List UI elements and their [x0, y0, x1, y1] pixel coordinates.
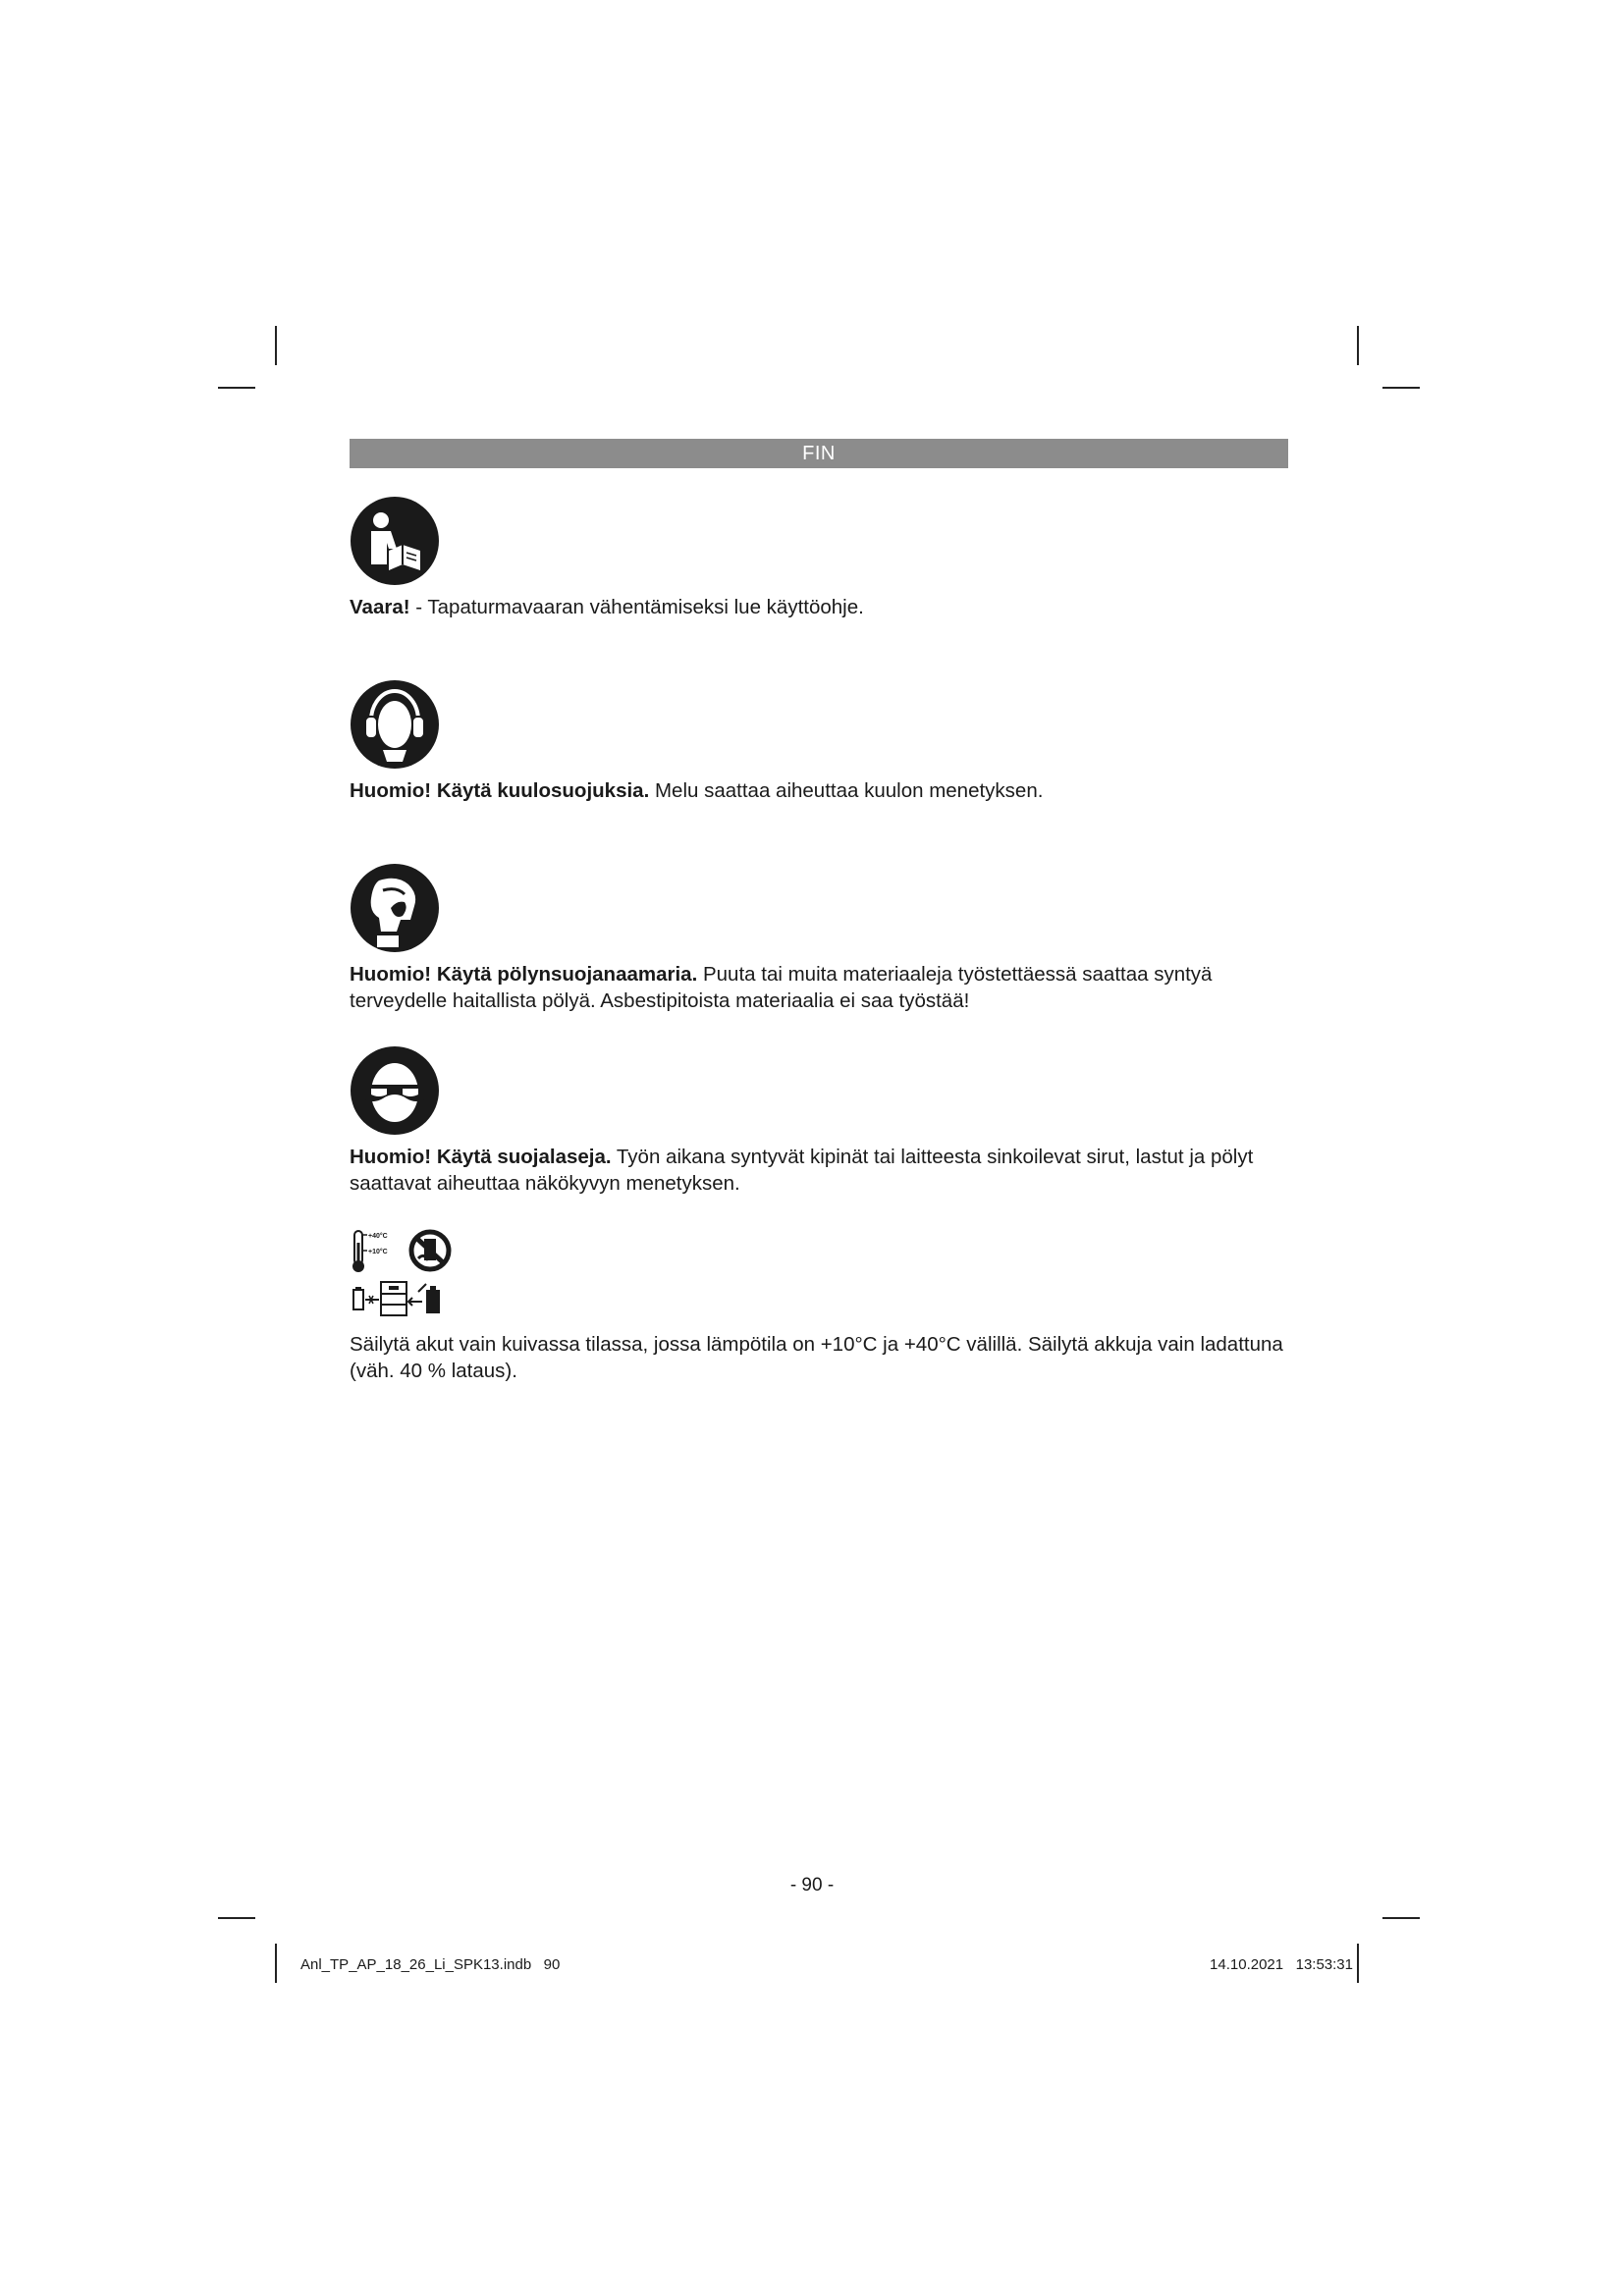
- warning-safety-goggles: [350, 1045, 1292, 1197]
- print-file-name: Anl_TP_AP_18_26_Li_SPK13.indb 90: [300, 1956, 561, 1973]
- warning-body: Puuta tai muita materiaaleja työstettäessä saattaa syntyä terveydelle haitallista pölyä. Asbestipitoista materiaalia ei saa työstää!: [350, 963, 1213, 1012]
- page-number: - 90 -: [789, 1875, 835, 1896]
- crop-mark: [218, 1917, 255, 1919]
- crop-mark: [218, 387, 255, 389]
- warning-body: Melu saattaa aiheuttaa kuulon menetyksen.: [649, 779, 1044, 802]
- warning-title: Huomio! Käytä suojalaseja.: [350, 1146, 612, 1168]
- ear-protection-icon: [350, 679, 440, 770]
- warning-text: [350, 1144, 1292, 1197]
- crop-mark: [275, 326, 277, 365]
- warning-text: [350, 594, 1292, 620]
- warning-dust-mask: [350, 863, 1292, 1014]
- crop-mark: [1357, 326, 1359, 365]
- temp-low-label: +10°C: [368, 1249, 388, 1255]
- warning-body: - Tapaturmavaaran vähentämiseksi lue käyttöohje.: [409, 596, 864, 618]
- thermometer-icon: [352, 1231, 367, 1272]
- storage-text: Säilytä akut vain kuivassa tilassa, jossa lämpötila on +10°C ja +40°C välillä. Säilytä akkuja vain ladattuna (väh. 40 % lataus).: [350, 1333, 1283, 1382]
- crop-mark: [1382, 1917, 1420, 1919]
- print-timestamp: 14.10.2021 13:53:31: [1210, 1956, 1353, 1973]
- storage-instructions: [350, 1229, 1292, 1384]
- crop-mark: [1357, 1944, 1359, 1983]
- warning-ear-protection: [350, 679, 1292, 804]
- crop-mark: [1382, 387, 1420, 389]
- no-water-icon: [411, 1232, 449, 1269]
- warning-title: Huomio! Käytä pölynsuojanaamaria.: [350, 963, 698, 986]
- crop-mark: [275, 1944, 277, 1983]
- warning-text: [350, 961, 1292, 1014]
- battery-charger-icon: [353, 1282, 440, 1315]
- battery-storage-icons: [350, 1229, 458, 1317]
- warning-body: Työn aikana syntyvät kipinät tai laitteesta sinkoilevat sirut, lastut ja pölyt saattavat aiheuttaa näkökyvyn menetyksen.: [350, 1146, 1254, 1195]
- warning-text: [350, 777, 1292, 804]
- safety-goggles-icon: [350, 1045, 440, 1136]
- warning-title: Vaara!: [350, 596, 410, 618]
- language-header: FIN: [350, 439, 1288, 468]
- warning-title: Huomio! Käytä kuulosuojuksia.: [350, 779, 650, 802]
- warning-read-manual: [350, 496, 1292, 620]
- dust-mask-icon: [350, 863, 440, 953]
- read-manual-icon: [350, 496, 440, 586]
- temp-high-label: +40°C: [368, 1233, 388, 1240]
